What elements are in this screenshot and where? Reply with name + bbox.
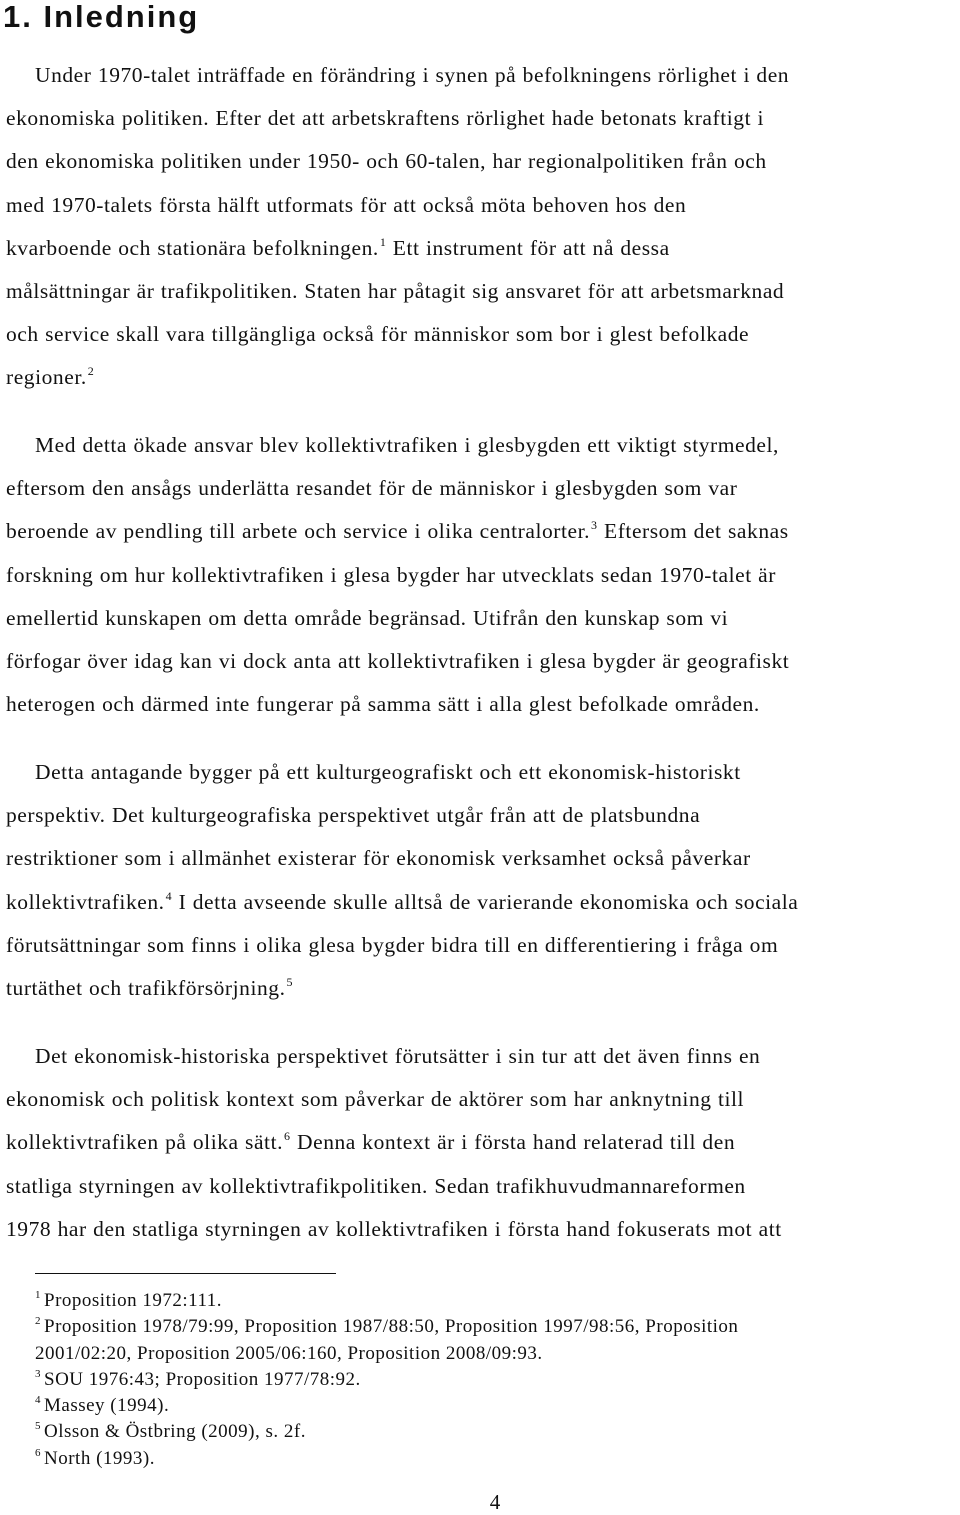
text-line: Det ekonomisk-historiska perspektivet förutsätter i sin tur att det även finns en [35,1044,761,1068]
footnote-ref[interactable]: 5 [286,975,294,990]
footnote-ref[interactable]: 3 [591,518,598,533]
text-line: förutsättningar som finns i olika glesa bygder bidra till en differentiering i fråga om [6,932,779,957]
footnote-ref[interactable]: 6 [284,1129,291,1144]
text-line: statliga styrningen av kollektivtrafikpolitiken. Sedan trafikhuvudmannareformen [6,1173,746,1198]
paragraph-1 [6,54,960,400]
footnote-4: $^4$ Massey (1994). [35,1394,170,1417]
text-line: beroende av pendling till arbete och service i olika centralorter.$^3$ Eftersom det saknas [6,518,789,544]
text-line: perspektiv. Det kulturgeografiska perspektivet utgår från att de platsbundna [6,803,701,828]
text-line: eftersom den ansågs underlätta resandet för de människor i glesbygden som var [6,476,738,501]
text-line: kvarboende och stationära befolkningen.$^1$ Ett instrument för att nå dessa [6,234,670,260]
paragraph-4 [6,1035,960,1251]
text-line: restriktioner som i allmänhet existerar för ekonomisk verksamhet också påverkar [6,846,751,871]
chapter-heading: 1. Inledning [3,0,200,34]
paragraph-3 [6,751,960,1010]
text-line: heterogen och därmed inte fungerar på samma sätt i alla glest befolkade områden. [6,692,760,717]
text-line: den ekonomiska politiken under 1950- och 60-talen, har regionalpolitiken från och [6,149,767,174]
text-line: Med detta ökade ansvar blev kollektivtrafiken i glesbygden ett viktigt styrmedel, [35,433,779,457]
text-line: Under 1970-talet inträffade en förändring i synen på befolkningens rörlighet i den [35,63,790,87]
text-line: ekonomisk och politisk kontext som påverkar de aktörer som har anknytning till [6,1087,745,1112]
text-line: emellertid kunskapen om detta område begränsad. Utifrån den kunskap som vi [6,605,729,630]
footnote-2: $^2$ Proposition 1978/79:99, Proposition 1987/88:50, Proposition 1997/98:56, Proposition [35,1315,739,1338]
page-number: 4 [489,1490,501,1514]
footnote-ref[interactable]: 4 [165,888,173,903]
text-line: målsättningar är trafikpolitiken. Staten har påtagit sig ansvaret för att arbetsmarknad [6,279,785,304]
footnote-separator [35,1273,336,1274]
footnote-2-continuation: 2001/02:20, Proposition 2005/06:160, Proposition 2008/09:93. [35,1342,543,1364]
text-line: forskning om hur kollektivtrafiken i glesa bygder har utvecklats sedan 1970-talet är [6,562,776,587]
footnotes [35,1288,960,1472]
text-line: turtäthet och trafikförsörjning.$^5$ [6,975,294,1001]
footnote-3: $^3$ SOU 1976:43; Proposition 1977/78:92. [35,1367,361,1390]
paragraph-2 [6,424,960,726]
footnote-6: $^6$ North (1993). [35,1446,155,1469]
text-line: Detta antagande bygger på ett kulturgeografiskt och ett ekonomisk-historiskt [35,760,741,784]
text-line: och service skall vara tillgängliga också för människor som bor i glest befolkade [6,322,750,347]
text-line: ekonomiska politiken. Efter det att arbetskraftens rörlighet hade betonats kraftigt i [6,106,765,131]
footnote-1: $^1$ Proposition 1972:111. [35,1289,222,1311]
text-line: kollektivtrafiken.$^4$ I detta avseende skulle alltså de varierande ekonomiska och sociala [6,888,799,914]
footnote-ref[interactable]: 2 [87,364,95,379]
footnote-5: $^5$ Olsson & Östbring (2009), s. 2f. [35,1420,306,1443]
text-line: förfogar över idag kan vi dock anta att kollektivtrafiken i glesa bygder är geografiskt [6,649,790,674]
text-line: med 1970-talets första hälft utformats för att också möta behoven hos den [6,192,687,217]
text-line: 1978 har den statliga styrningen av kollektivtrafiken i första hand fokuserats mot att [6,1216,782,1241]
text-line: kollektivtrafiken på olika sätt.$^6$ Denna kontext är i första hand relaterad till den [6,1129,736,1155]
text-line: regioner.$^2$ [6,364,95,390]
footnote-ref[interactable]: 1 [379,234,387,249]
